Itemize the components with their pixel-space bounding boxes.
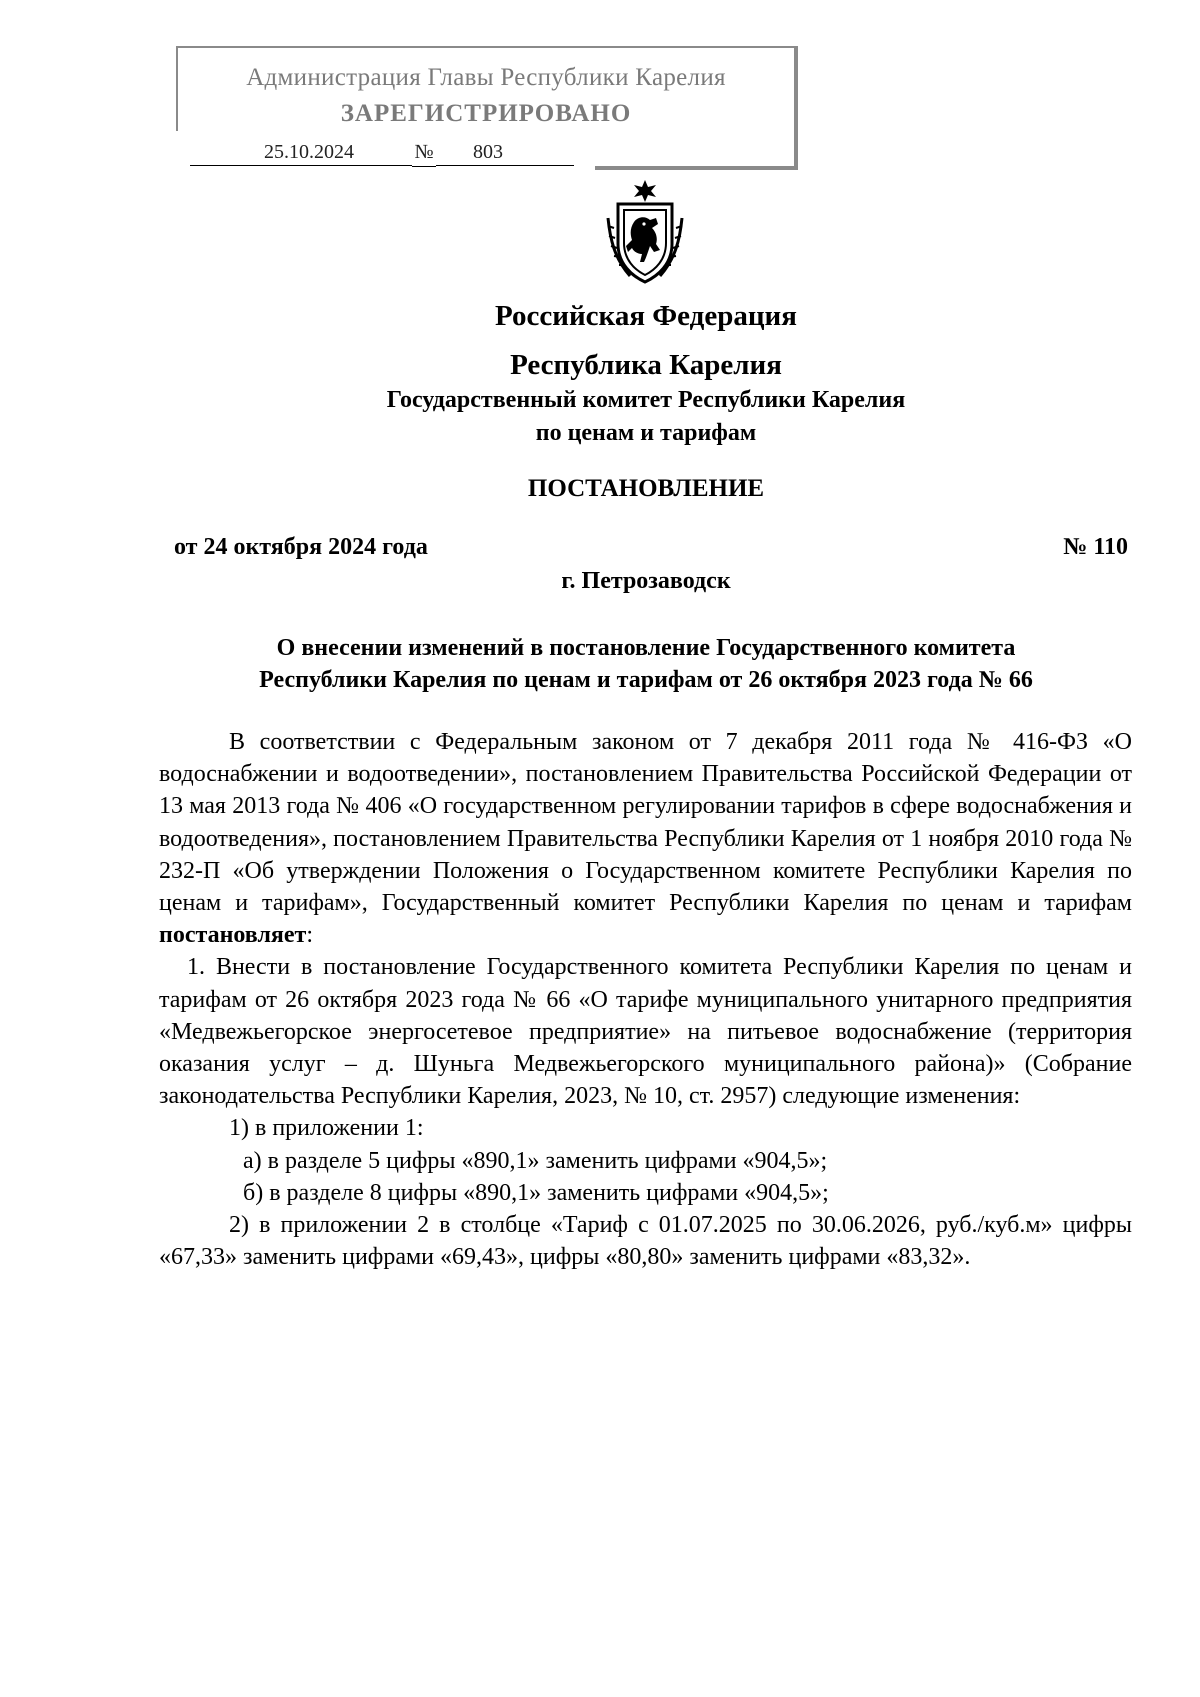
stamp-status: ЗАРЕГИСТРИРОВАНО bbox=[340, 100, 632, 127]
header-committee: Государственный комитет Республики Карелия bbox=[386, 387, 906, 413]
stamp-organization: Администрация Главы Республики Карелия bbox=[246, 64, 726, 91]
document-title bbox=[160, 632, 1132, 696]
title-line-1: О внесении изменений в постановление Государственного комитета bbox=[276, 635, 1016, 661]
intro-colon: : bbox=[306, 922, 313, 949]
document-body bbox=[159, 726, 1132, 1273]
clause-1-2: 2) в приложении 2 в столбце «Тариф с 01.07.2025 по 30.06.2026, руб./куб.м» цифры «67,33» заменить цифрами «69,43», цифры «80,80» заменить цифрами «83,32». bbox=[159, 1212, 1132, 1271]
stamp-date: 25.10.2024 bbox=[190, 140, 412, 166]
clause-1-1-b: б) в разделе 8 цифры «890,1» заменить цифрами «904,5»; bbox=[243, 1179, 829, 1206]
intro-text: В соответствии с Федеральным законом от 7 декабря 2011 года № 416-ФЗ «О водоснабжении и водоотведении», постановлением Правительства Российской Федерации от 13 мая 2013 года № 406 «О государственном регулировании тарифов в сфере водоснабжения и водоотведения», постановлением Правительства Республики Карелия от 1 ноября 2010 года № 232-П «Об утверждении Положения о Государственном комитете Республики Карелия по ценам и тарифам», Государственный комитет Республики Карелия по ценам и тарифам bbox=[159, 729, 1132, 917]
stamp-registration-line bbox=[176, 140, 596, 170]
document-city: г. Петрозаводск bbox=[561, 568, 731, 594]
stamp-number-sign: № bbox=[412, 140, 436, 167]
title-line-2: Республики Карелия по ценам и тарифам от 26 октября 2023 года № 66 bbox=[259, 667, 1033, 693]
clause-1-1: 1) в приложении 1: bbox=[229, 1115, 424, 1142]
document-type: ПОСТАНОВЛЕНИЕ bbox=[527, 475, 765, 502]
document-date: от 24 октября 2024 года bbox=[174, 534, 428, 560]
clause-1: 1. Внести в постановление Государственного комитета Республики Карелия по ценам и тарифам от 26 октября 2023 года № 66 «О тарифе муниципального унитарного предприятия «Медвежьегорское энергосетевое предприятие» на питьевое водоснабжение (территория оказания услуг – д. Шуньга Медвежьегорского муниципального района)» (Собрание законодательства Республики Карелия, 2023, № 10, ст. 2957) следующие изменения: bbox=[159, 954, 1132, 1110]
header-republic: Республика Карелия bbox=[510, 349, 782, 381]
header-committee-tail: по ценам и тарифам bbox=[535, 420, 757, 446]
document-number: № 110 bbox=[1063, 534, 1128, 560]
clause-1-1-a: а) в разделе 5 цифры «890,1» заменить цифрами «904,5»; bbox=[243, 1147, 828, 1174]
stamp-number: 803 bbox=[436, 140, 574, 166]
intro-paragraph bbox=[159, 726, 1132, 951]
intro-decree-word: постановляет bbox=[159, 922, 307, 949]
karelia-coat-of-arms-icon bbox=[600, 178, 690, 286]
header-federation: Российская Федерация bbox=[495, 300, 797, 332]
